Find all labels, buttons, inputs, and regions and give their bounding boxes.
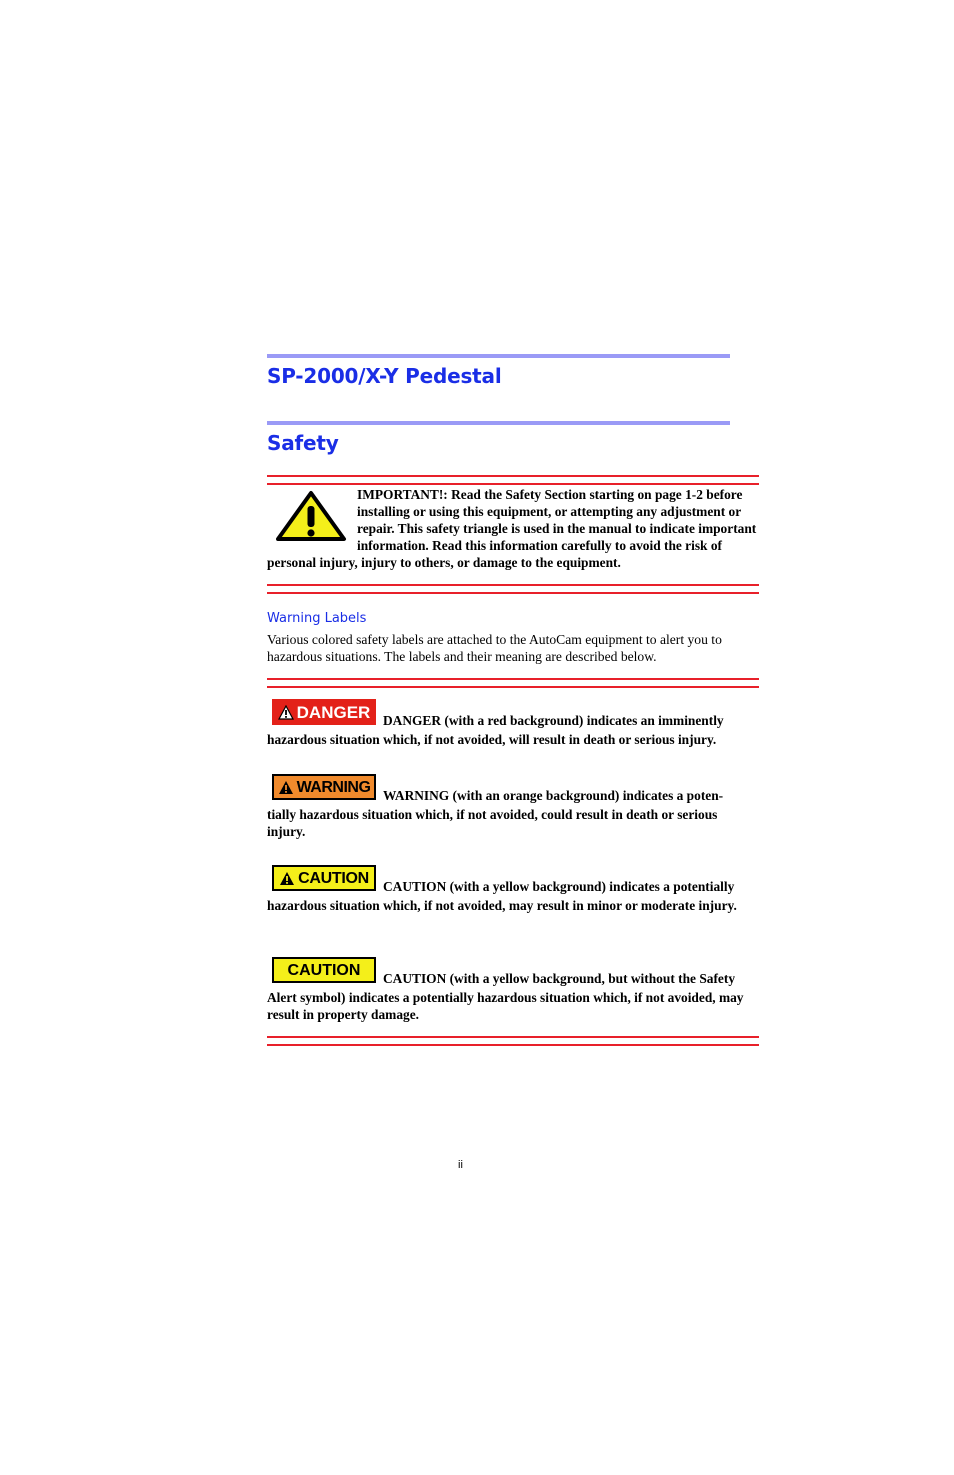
warning-labels-heading: Warning Labels	[267, 611, 367, 626]
section-title: Safety	[267, 431, 339, 455]
important-text: IMPORTANT!: Read the Safety Section starting on page 1-2 before installing or using this equipment, or attempting any adjustment or repair. This safety triangle is used in the manual to indicate important information. Read this information carefully to avoid the risk of personal injury, injury to others, or damage to the equipment.	[267, 487, 757, 570]
safety-triangle-icon	[275, 490, 347, 542]
caution-sign: CAUTION	[272, 865, 376, 891]
caution-label-block	[267, 865, 759, 914]
caution-plain-label-block	[267, 957, 759, 1023]
danger-first-line: DANGER (with a red background) indicates an imminently	[383, 713, 724, 728]
danger-label-block	[267, 699, 759, 748]
red-rule-labels-bottom	[267, 1036, 759, 1046]
warning-rest: tially hazardous situation which, if not avoided, could result in death or serious injury.	[267, 807, 718, 839]
title-rule	[267, 354, 730, 358]
alert-triangle-icon	[279, 871, 295, 886]
danger-rest: hazardous situation which, if not avoided, will result in death or serious injury.	[267, 732, 717, 747]
page-title: SP-2000/X-Y Pedestal	[267, 364, 502, 388]
caution-plain-rest: Alert symbol) indicates a potentially hazardous situation which, if not avoided, may result in property damage.	[267, 990, 744, 1022]
caution-first-line: CAUTION (with a yellow background) indicates a potentially	[383, 879, 735, 894]
page-number: ii	[458, 1159, 463, 1171]
warning-label-block	[267, 774, 759, 840]
warning-sign: WARNING	[272, 774, 376, 800]
red-rule-top	[267, 475, 759, 485]
section-rule	[267, 421, 730, 425]
danger-sign: DANGER	[272, 699, 376, 725]
warning-first-line: WARNING (with an orange background) indicates a poten-	[383, 788, 724, 803]
intro-paragraph: Various colored safety labels are attached to the AutoCam equipment to alert you to hazardous situations. The labels and their meaning are described below.	[267, 632, 722, 664]
important-notice	[267, 486, 759, 571]
caution-plain-first-line: CAUTION (with a yellow background, but without the Safety	[383, 971, 736, 986]
alert-triangle-icon	[278, 780, 294, 795]
red-rule-important-bottom	[267, 584, 759, 594]
red-rule-labels-top	[267, 678, 759, 688]
caution-rest: hazardous situation which, if not avoided, may result in minor or moderate injury.	[267, 898, 737, 913]
alert-triangle-icon	[278, 705, 294, 720]
caution-plain-sign: CAUTION	[272, 957, 376, 983]
